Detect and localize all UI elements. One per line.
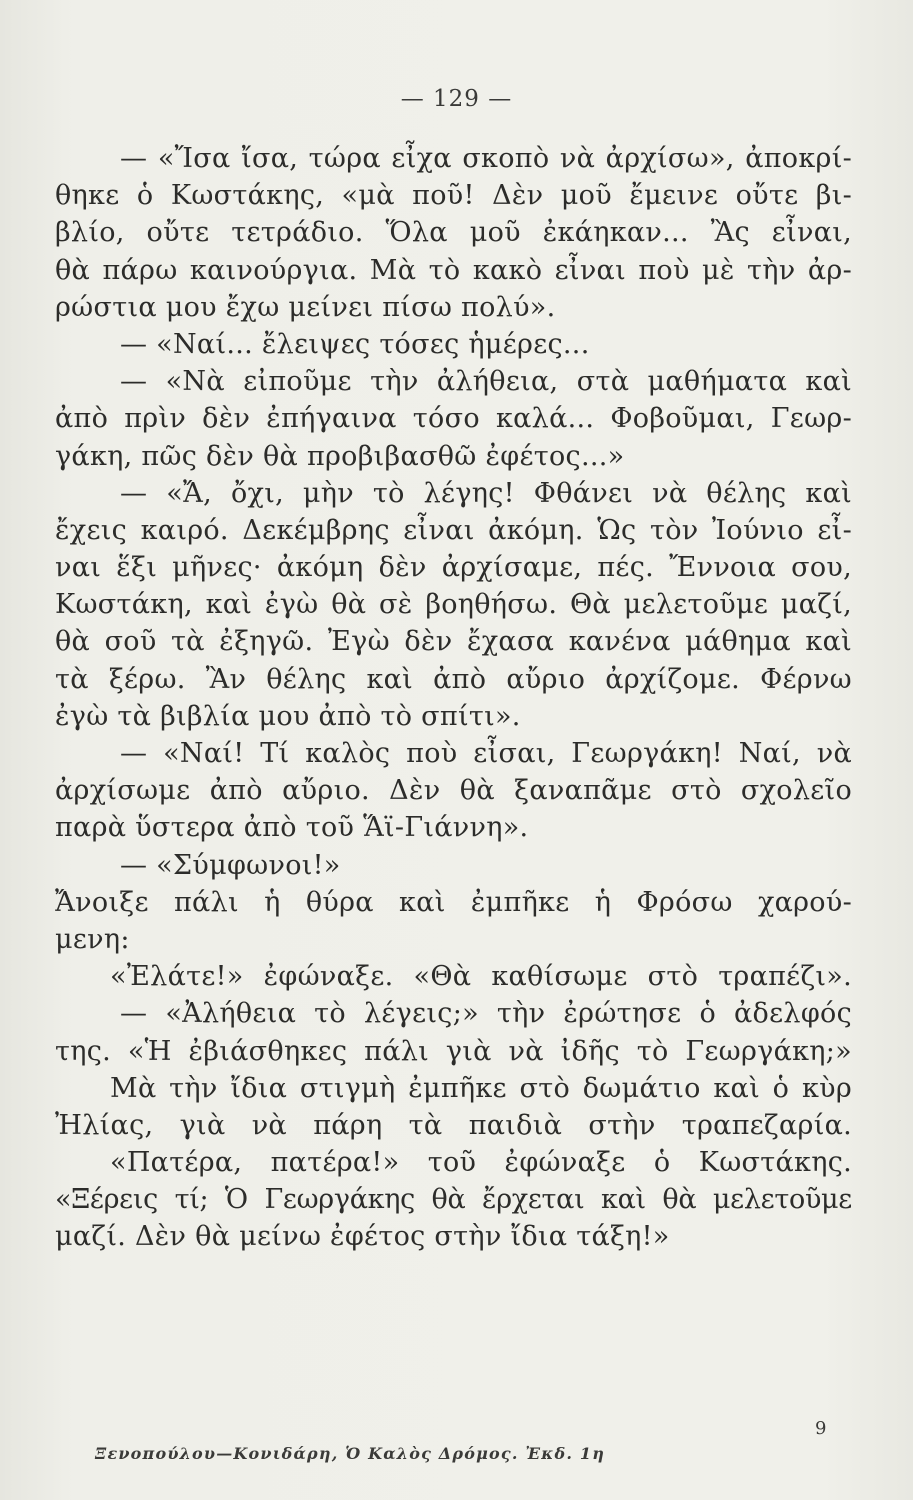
text-line: «Ἐλάτε!» ἐφώναξε. «Θὰ καθίσωμε στὸ τραπέζι». [110,961,852,993]
text-line: — «Σύμφωνοι!» [120,849,341,881]
signature-number: 9 [815,1418,827,1439]
text-line: τὰ ξέρω. Ἂν θέλης καὶ ἀπὸ αὔριο ἀρχίζομε. Φέρνω [55,663,852,695]
footer-imprint: Ξενοπούλου—Κονιδάρη, Ὁ Καλὸς Δρόμος. Ἐκδ. 1η [95,1444,606,1463]
page-number: — 129 — [400,86,513,112]
text-line: «Πατέρα, πατέρα!» τοῦ ἐφώναξε ὁ Κωστάκης. [110,1147,852,1179]
text-line: της. «Ἡ ἐβιάσθηκες πάλι γιὰ νὰ ἰδῆς τὸ Γεωργάκη;» [55,1035,852,1067]
text-line: — «Ναί... ἔλειψες τόσες ἡμέρες... [120,328,590,360]
text-line: παρὰ ὕστερα ἀπὸ τοῦ Ἅϊ-Γιάννη». [55,812,529,844]
text-line: — «Ἀλήθεια τὸ λέγεις;» τὴν ἐρώτησε ὁ ἀδελφός [120,998,852,1030]
text-line: θὰ πάρω καινούργια. Μὰ τὸ κακὸ εἶναι ποὺ μὲ τὴν ἀρ- [55,254,852,286]
text-line: — «Νὰ εἰποῦμε τὴν ἀλήθεια, στὰ μαθήματα καὶ [120,366,852,398]
text-line: ἔχεις καιρό. Δεκέμβρης εἶναι ἀκόμη. Ὡς τὸν Ἰούνιο εἶ- [55,514,852,546]
text-line: βλίο, οὔτε τετράδιο. Ὅλα μοῦ ἐκάηκαν... Ἂς εἶναι, [55,217,852,249]
text-line: — «Ἄ, ὄχι, μὴν τὸ λέγης! Φθάνει νὰ θέλης καὶ [120,477,852,509]
text-line: ἐγὼ τὰ βιβλία μου ἀπὸ τὸ σπίτι». [55,700,521,732]
text-line: γάκη, πῶς δὲν θὰ προβιβασθῶ ἐφέτος...» [55,440,625,472]
text-line: Μὰ τὴν ἴδια στιγμὴ ἐμπῆκε στὸ δωμάτιο καὶ ὁ κὺρ [110,1072,852,1104]
text-line: Ἄνοιξε πάλι ἡ θύρα καὶ ἐμπῆκε ἡ Φρόσω χαρού- [55,886,852,918]
text-line: θηκε ὁ Κωστάκης, «μὰ ποῦ! Δὲν μοῦ ἔμεινε οὔτε βι- [55,180,852,212]
text-line: — «Ναί! Τί καλὸς ποὺ εἶσαι, Γεωργάκη! Ναί, νὰ [120,738,852,769]
text-line: Ἠλίας, γιὰ νὰ πάρη τὰ παιδιὰ στὴν τραπεζαρία. [55,1109,852,1141]
text-line: μενη: [55,923,130,955]
text-line: ρώστια μου ἔχω μείνει πίσω πολύ». [55,291,556,323]
body-text [55,140,852,1256]
text-line: ναι ἕξι μῆνες· ἀκόμη δὲν ἀρχίσαμε, πές. Ἔννοια σου, [55,552,852,584]
text-line: ἀρχίσωμε ἀπὸ αὔριο. Δὲν θὰ ξαναπᾶμε στὸ σχολεῖο [55,775,852,807]
text-line: ἀπὸ πρὶν δὲν ἐπήγαινα τόσο καλά... Φοβοῦμαι, Γεωρ- [55,403,852,435]
text-line: μαζί. Δὲν θὰ μείνω ἐφέτος στὴν ἴδια τάξη!» [55,1221,670,1253]
text-line: «Ξέρεις τί; Ὁ Γεωργάκης θὰ ἔρχεται καὶ θὰ μελετοῦμε [55,1184,852,1216]
text-line: Κωστάκη, καὶ ἐγὼ θὰ σὲ βοηθήσω. Θὰ μελετοῦμε μαζί, [55,589,852,621]
text-line: — «Ἴσα ἴσα, τώρα εἶχα σκοπὸ νὰ ἀρχίσω», ἀποκρί- [120,143,852,174]
text-line: θὰ σοῦ τὰ ἐξηγῶ. Ἐγὼ δὲν ἔχασα κανένα μάθημα καὶ [55,626,852,658]
